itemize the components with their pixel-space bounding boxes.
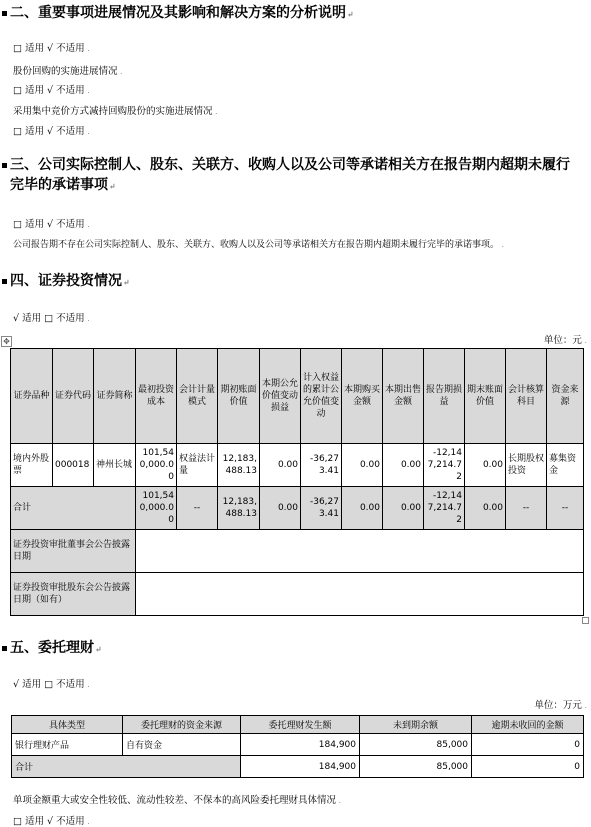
table-cell: 0.00 <box>342 444 383 487</box>
header-cell: 本期公允价值变动损益 <box>260 349 301 444</box>
header-cell: 证券简称 <box>94 349 136 444</box>
header-cell: 逾期未收回的金额 <box>472 716 584 734</box>
header-cell: 本期出售金额 <box>383 349 424 444</box>
table-cell: 0.00 <box>383 487 424 530</box>
table-cell: -- <box>547 487 584 530</box>
header-cell: 未到期余额 <box>360 716 472 734</box>
applicability-line: √ 适用 □ 不适用 . <box>13 676 90 690</box>
header-cell: 资金来源 <box>547 349 584 444</box>
table-row <box>11 444 584 487</box>
table-header-row <box>11 349 584 444</box>
table-cell: 0.00 <box>383 444 424 487</box>
section-4-heading: 四、证券投资情况↵ <box>2 270 130 290</box>
applicability-line: □ 适用 √ 不适用 . <box>13 813 90 827</box>
table-cell: 101,540,000.00 <box>136 487 177 530</box>
total-label: 合计 <box>11 487 136 530</box>
table-cell: 0.00 <box>342 487 383 530</box>
table-header-row <box>12 716 584 734</box>
table-row <box>11 573 584 616</box>
table-cell: -- <box>177 487 218 530</box>
section-3-heading-line2: 完毕的承诺事项↵ <box>10 177 116 193</box>
table-cell: 神州长城 <box>94 444 136 487</box>
header-cell: 委托理财的资金来源 <box>123 716 241 734</box>
table-cell: 长期股权投资 <box>506 444 547 487</box>
table-cell: 12,183,488.13 <box>218 487 260 530</box>
unit-label: 单位：万元 . <box>534 697 587 711</box>
table-cell: 85,000 <box>360 756 472 778</box>
board-date-value <box>136 530 584 573</box>
table-cell: -36,273.41 <box>301 487 342 530</box>
unit-label: 单位：元 . <box>544 332 587 346</box>
header-cell: 证券品种 <box>11 349 53 444</box>
holders-date-value <box>136 573 584 616</box>
table-cell: 募集资金 <box>547 444 584 487</box>
header-cell: 期初账面价值 <box>218 349 260 444</box>
section-5-heading: 五、委托理财↵ <box>2 637 102 657</box>
table-cell: 85,000 <box>360 734 472 756</box>
table-row <box>11 530 584 573</box>
header-cell: 会计核算科目 <box>506 349 547 444</box>
table-cell: -12,147,214.72 <box>424 444 465 487</box>
table-total-row <box>12 756 584 778</box>
header-cell: 计入权益的累计公允价值变动 <box>301 349 342 444</box>
applicability-line: □ 适用 √ 不适用 . <box>13 82 90 96</box>
total-label: 合计 <box>12 756 241 778</box>
applicability-line: □ 适用 √ 不适用 . <box>13 216 90 230</box>
header-cell: 报告期损益 <box>424 349 465 444</box>
table-resize-handle-icon[interactable] <box>582 617 589 624</box>
table-total-row <box>11 487 584 530</box>
applicability-line: □ 适用 √ 不适用 . <box>13 123 90 137</box>
table-cell: 184,900 <box>241 734 360 756</box>
table-cell: -12,147,214.72 <box>424 487 465 530</box>
table-cell: 境内外股票 <box>11 444 53 487</box>
header-cell: 会计计量模式 <box>177 349 218 444</box>
header-cell: 期末账面价值 <box>465 349 506 444</box>
section-2-heading: 二、重要事项进展情况及其影响和解决方案的分析说明↵ <box>2 2 354 22</box>
table-cell: 0 <box>472 756 584 778</box>
holders-date-label: 证券投资审批股东会公告披露日期（如有） <box>11 573 136 616</box>
table-cell: 000018 <box>53 444 94 487</box>
table-row <box>12 734 584 756</box>
header-cell: 最初投资成本 <box>136 349 177 444</box>
entrusted-finance-table <box>11 715 584 778</box>
table-cell: -- <box>506 487 547 530</box>
table-cell: 银行理财产品 <box>12 734 123 756</box>
high-risk-note: 单项金额重大或安全性较低、流动性较差、不保本的高风险委托理财具体情况 . <box>13 792 341 806</box>
table-cell: 0.00 <box>465 444 506 487</box>
applicability-line: □ 适用 √ 不适用 . <box>13 40 90 54</box>
table-cell: 101,540,000.00 <box>136 444 177 487</box>
table-cell: 0 <box>472 734 584 756</box>
table-move-handle-icon[interactable]: ✥ <box>1 336 12 347</box>
table-cell: -36,273.41 <box>301 444 342 487</box>
commitment-statement: 公司报告期不存在公司实际控制人、股东、关联方、收购人以及公司等承诺相关方在报告期内超期未履行完毕的承诺事项。 . <box>13 237 504 250</box>
reduce-buyback-label: 采用集中竞价方式减持回购股份的实施进展情况 . <box>13 103 218 117</box>
table-cell: 权益法计量 <box>177 444 218 487</box>
table-cell: 自有资金 <box>123 734 241 756</box>
section-3-heading-line1: 三、公司实际控制人、股东、关联方、收购人以及公司等承诺相关方在报告期内超期未履行 <box>2 154 570 174</box>
header-cell: 本期购买金额 <box>342 349 383 444</box>
header-cell: 委托理财发生额 <box>241 716 360 734</box>
table-cell: 0.00 <box>260 487 301 530</box>
buyback-progress-label: 股份回购的实施进展情况 . <box>13 63 123 77</box>
table-cell: 0.00 <box>465 487 506 530</box>
table-cell: 12,183,488.13 <box>218 444 260 487</box>
header-cell: 具体类型 <box>12 716 123 734</box>
header-cell: 证券代码 <box>53 349 94 444</box>
board-date-label: 证券投资审批董事会公告披露日期 <box>11 530 136 573</box>
securities-investment-table <box>10 348 584 616</box>
table-cell: 184,900 <box>241 756 360 778</box>
applicability-line: √ 适用 □ 不适用 . <box>13 310 90 324</box>
table-cell: 0.00 <box>260 444 301 487</box>
